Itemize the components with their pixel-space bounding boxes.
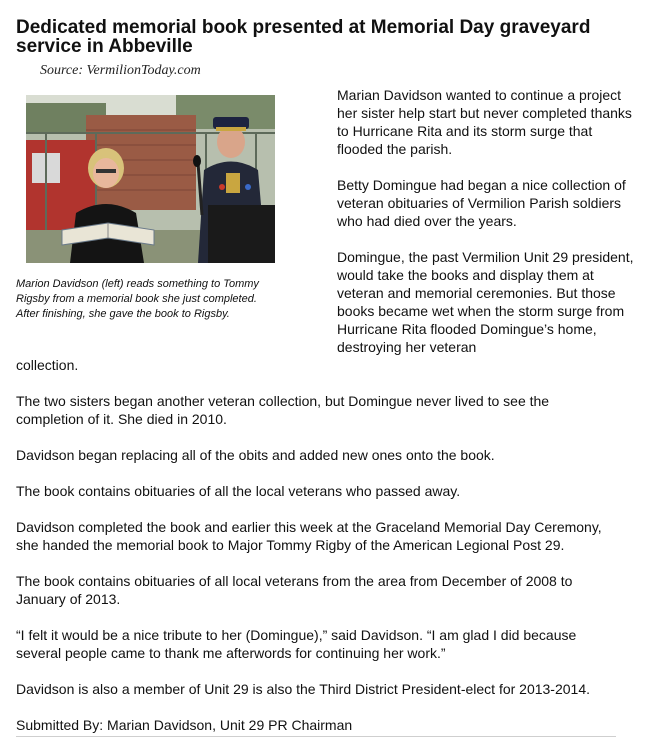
paragraph-9: “I felt it would be a nice tribute to her (Domingue),” said Davidson. “I am glad I did because several people came to thank me afterwords for continuing her work.” — [16, 627, 577, 661]
article-photo — [26, 95, 275, 263]
paragraph-6: The book contains obituaries of all the local veterans who passed away. — [16, 483, 461, 499]
paragraph-3-continued: collection. — [16, 357, 79, 373]
article-title: Dedicated memorial book presented at Memorial Day graveyard service in Abbeville — [16, 17, 591, 57]
paragraph-4: The two sisters began another veteran collection, but Domingue never lived to see the completion of it. She died in 2010. — [16, 393, 550, 427]
paragraph-5: Davidson began replacing all of the obits and added new ones onto the book. — [16, 447, 495, 463]
submitted-by: Submitted By: Marian Davidson, Unit 29 PR Chairman — [16, 717, 353, 733]
paragraph-7: Davidson completed the book and earlier this week at the Graceland Memorial Day Ceremony, she handed the memorial book to Major Tommy Rigby of the American Legional Post 29. — [16, 519, 602, 553]
photo-caption: Marion Davidson (left) reads something to Tommy Rigsby from a memorial book she just completed. After finishing, she gave the book to Rigsby. — [16, 278, 259, 320]
paragraph-8: The book contains obituaries of all local veterans from the area from December of 2008 to January of 2013. — [16, 573, 573, 607]
paragraph-2: Betty Domingue had began a nice collection of veteran obituaries of Vermilion Parish soldiers who had died over the years. — [337, 177, 626, 229]
paragraph-1: Marian Davidson wanted to continue a project her sister help start but never completed thanks to Hurricane Rita and its storm surge that flooded the parish. — [337, 87, 632, 157]
paragraph-10: Davidson is also a member of Unit 29 is also the Third District President-elect for 2013-2014. — [16, 681, 591, 697]
paragraph-3: Domingue, the past Vermilion Unit 29 president, would take the books and display them at veteran and memorial ceremonies. But those books became wet when the storm surge from Hurricane Rita flooded Domingue’s home, destroying her veteran — [337, 249, 634, 355]
article-source: Source: VermilionToday.com — [40, 63, 201, 78]
